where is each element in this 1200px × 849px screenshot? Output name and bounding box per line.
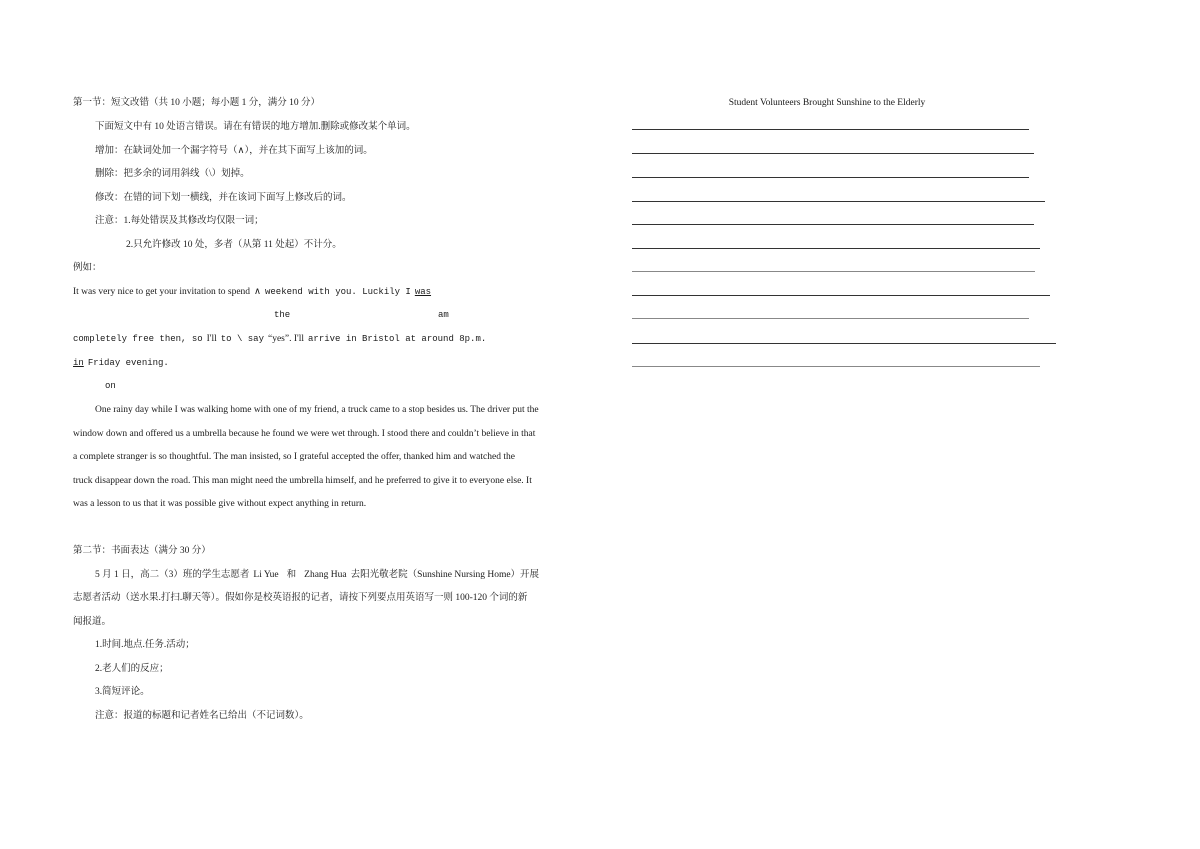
example-line-3 [73,357,169,369]
writing-line[interactable] [632,224,1034,225]
rule-delete: 删除：把多余的词用斜线（\）划掉。 [95,169,250,179]
example-line-1 [73,286,431,298]
passage-line-2: window down and offered us a umbrella because he found we were wet through. I stood there and couldn’t believe in that [73,429,536,439]
passage-line-4: truck disappear down the road. This man might need the umbrella himself, and he preferred to give it to everyone else. It [73,476,532,486]
caret-symbol: ∧ [254,287,261,297]
note-2: 2.只允许修改 10 处，多者（从第 11 处起）不计分。 [126,240,342,250]
section2-heading: 第二节：书面表达（满分 30 分） [73,546,211,556]
writing-line[interactable] [632,271,1035,272]
writing-line[interactable] [632,343,1056,344]
task-line-1 [95,569,539,581]
section1-intro: 下面短文中有 10 处语言错误。请在有错误的地方增加.删除或修改某个单词。 [95,122,416,132]
example-text-mono: arrive in Bristol at around 8p.m. [308,334,487,344]
writing-line[interactable] [632,366,1040,367]
task-text: 和 [286,570,297,580]
example-text-mono: weekend with you. Luckily I [265,287,411,297]
task-point-2: 2.老人们的反应； [95,664,169,674]
example-text: “yes” [268,334,290,344]
student-name: Zhang Hua [304,570,347,580]
example-text-mono: completely free then, so [73,334,203,344]
student-name: Li Yue [253,570,279,580]
example-text: It was very nice to get your invitation to spend [73,287,251,297]
correction-on: on [105,381,116,391]
correction-the: the [274,310,291,320]
writing-line[interactable] [632,201,1045,202]
rule-modify: 修改：在错的词下划一横线，并在该词下面写上修改后的词。 [95,193,352,203]
passage-line-5: was a lesson to us that it was possible give without expect anything in return. [73,499,367,509]
example-line-2 [73,333,486,345]
task-line-2: 志愿者活动（送水果.打扫.聊天等）。假如你是校英语报的记者，请按下列要点用英语写一则 100-120 个词的新 [73,593,528,603]
example-text-mono: Friday evening. [87,358,169,368]
example-text: . I'll [289,334,305,344]
writing-line[interactable] [632,129,1029,130]
writing-line[interactable] [632,318,1029,319]
writing-line[interactable] [632,248,1040,249]
deleted-word-to: to \ say [220,334,264,344]
passage-line-1: One rainy day while I was walking home with one of my friend, a truck came to a stop besides us. The driver put the [95,405,539,415]
task-point-3: 3.简短评论。 [95,687,150,697]
passage-line-3: a complete stranger is so thoughtful. The man insisted, so I grateful accepted the offer, thanked him and watched the [73,452,515,462]
task-note: 注意：报道的标题和记者姓名已给出（不记词数）。 [95,711,309,721]
rule-add: 增加：在缺词处加一个漏字符号（∧），并在其下面写上该加的词。 [95,146,373,156]
note-1: 注意：1.每处错误及其修改均仅限一词； [95,216,264,226]
writing-line[interactable] [632,177,1029,178]
correction-am: am [438,310,449,320]
example-label: 例如： [73,263,102,273]
underlined-word-was: was [414,287,432,297]
example-text: I'll [206,334,217,344]
task-text: 5 月 1 日，高二（3）班的学生志愿者 [95,570,250,580]
task-line-3: 闻报道。 [73,617,112,627]
section1-heading: 第一节：短文改错（共 10 小题；每小题 1 分，满分 10 分） [73,98,321,108]
task-point-1: 1.时间.地点.任务.活动； [95,640,195,650]
task-text: 去阳光敬老院（Sunshine Nursing Home）开展 [350,570,540,580]
essay-title: Student Volunteers Brought Sunshine to the Elderly [728,98,926,108]
writing-line[interactable] [632,153,1034,154]
writing-line[interactable] [632,295,1050,296]
underlined-word-in: in [73,358,84,368]
